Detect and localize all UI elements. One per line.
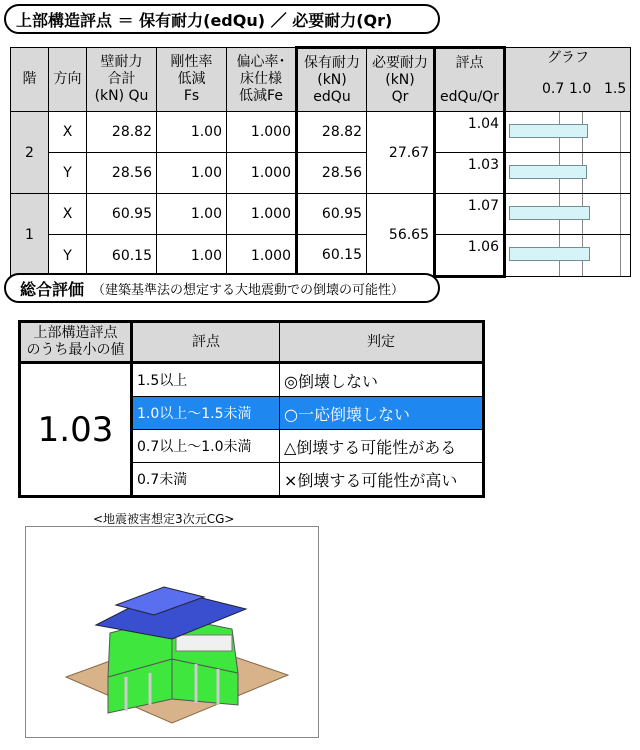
table-row [11, 153, 631, 194]
capacity-cell: 28.56 [297, 153, 367, 194]
cg-caption: <地震被害想定3次元CG> [93, 512, 235, 526]
header-graph: グラフ 0.7 1.0 1.5 [505, 48, 631, 112]
stiffness-cell: 1.00 [157, 235, 227, 277]
evaluation-table [18, 320, 485, 498]
header-eccentric-reduction: 偏心率･ 床仕様 低減Fe [227, 48, 297, 112]
score-range-cell: 0.7未満 [132, 463, 280, 497]
score-bar [509, 124, 588, 138]
score-cell: 1.07 [435, 194, 505, 235]
score-range-cell: 1.0以上～1.5未満 [132, 397, 280, 430]
eccentric-cell: 1.000 [227, 235, 297, 277]
score-bar [509, 247, 590, 261]
score-cell: 1.03 [435, 153, 505, 194]
table-row [11, 194, 631, 235]
score-bar [509, 206, 590, 220]
required-cell: 56.65 [367, 194, 435, 277]
direction-cell: Y [49, 153, 87, 194]
direction-cell: X [49, 194, 87, 235]
eccentric-cell: 1.000 [227, 112, 297, 153]
judgment-cell: ◎倒壊しない [280, 363, 484, 397]
wall-strength-cell: 28.56 [87, 153, 157, 194]
graph-tick-1.0: 1.0 [569, 81, 592, 97]
graph-gridline [620, 153, 621, 193]
header-wall-strength: 壁耐力 合計 (kN) Qu [87, 48, 157, 112]
stiffness-cell: 1.00 [157, 153, 227, 194]
table-row [11, 112, 631, 153]
graph-cell [505, 112, 631, 153]
score-cell: 1.04 [435, 112, 505, 153]
min-score-value: 1.03 [20, 363, 132, 497]
header-capacity: 保有耐力 (kN) edQu [297, 48, 367, 112]
header-floor: 階 [11, 48, 49, 112]
header-stiffness-reduction: 剛性率 低減 Fs [157, 48, 227, 112]
section-title-structure-score [4, 4, 440, 34]
capacity-cell: 28.82 [297, 112, 367, 153]
capacity-cell: 60.15 [297, 235, 367, 277]
score-bar [509, 165, 587, 179]
graph-cell [505, 194, 631, 235]
stiffness-cell: 1.00 [157, 194, 227, 235]
capacity-cell: 60.95 [297, 194, 367, 235]
score-cell: 1.06 [435, 235, 505, 277]
table-row [20, 363, 484, 397]
overall-title: 総合評価 [20, 279, 85, 299]
graph-gridline [620, 194, 621, 234]
judgment-cell: △倒壊する可能性がある [280, 430, 484, 463]
graph-gridline [620, 112, 621, 152]
section-title-overall-evaluation [4, 273, 440, 303]
required-cell: 27.67 [367, 112, 435, 194]
judgment-cell: ○一応倒壊しない [280, 397, 484, 430]
section-title-text: 上部構造評点 ＝ 保有耐力(edQu) ／ 必要耐力(Qr) [16, 10, 393, 30]
header-min-score: 上部構造評点 のうち最小の値 [20, 322, 132, 363]
balcony-panel [176, 635, 232, 651]
score-range-cell: 1.5以上 [132, 363, 280, 397]
evaluation-header-row [20, 322, 484, 363]
graph-tick-0.7: 0.7 [542, 81, 565, 97]
house-3d-illustration [26, 527, 318, 737]
graph-gridline [620, 235, 621, 276]
earthquake-cg-image [25, 526, 319, 738]
direction-cell: X [49, 112, 87, 153]
overall-subtitle: （建築基準法の想定する大地震動での倒壊の可能性） [92, 282, 405, 298]
floor-cell: 2 [11, 112, 49, 194]
score-table-header-row [11, 48, 631, 112]
graph-cell [505, 153, 631, 194]
header-judgment: 判定 [280, 322, 484, 363]
header-required: 必要耐力 (kN) Qr [367, 48, 435, 112]
graph-tick-1.5: 1.5 [604, 81, 627, 97]
direction-cell: Y [49, 235, 87, 277]
graph-cell [505, 235, 631, 277]
header-direction: 方向 [49, 48, 87, 112]
score-range-cell: 0.7以上～1.0未満 [132, 430, 280, 463]
eccentric-cell: 1.000 [227, 194, 297, 235]
stiffness-cell: 1.00 [157, 112, 227, 153]
judgment-cell: ×倒壊する可能性が高い [280, 463, 484, 497]
wall-strength-cell: 60.95 [87, 194, 157, 235]
table-row [11, 235, 631, 277]
header-eval-score: 評点 [132, 322, 280, 363]
wall-strength-cell: 60.15 [87, 235, 157, 277]
header-score: 評点 edQu/Qr [435, 48, 505, 112]
floor-cell: 1 [11, 194, 49, 277]
score-table [10, 46, 631, 278]
wall-strength-cell: 28.82 [87, 112, 157, 153]
graph-tick-labels [506, 81, 630, 101]
eccentric-cell: 1.000 [227, 153, 297, 194]
